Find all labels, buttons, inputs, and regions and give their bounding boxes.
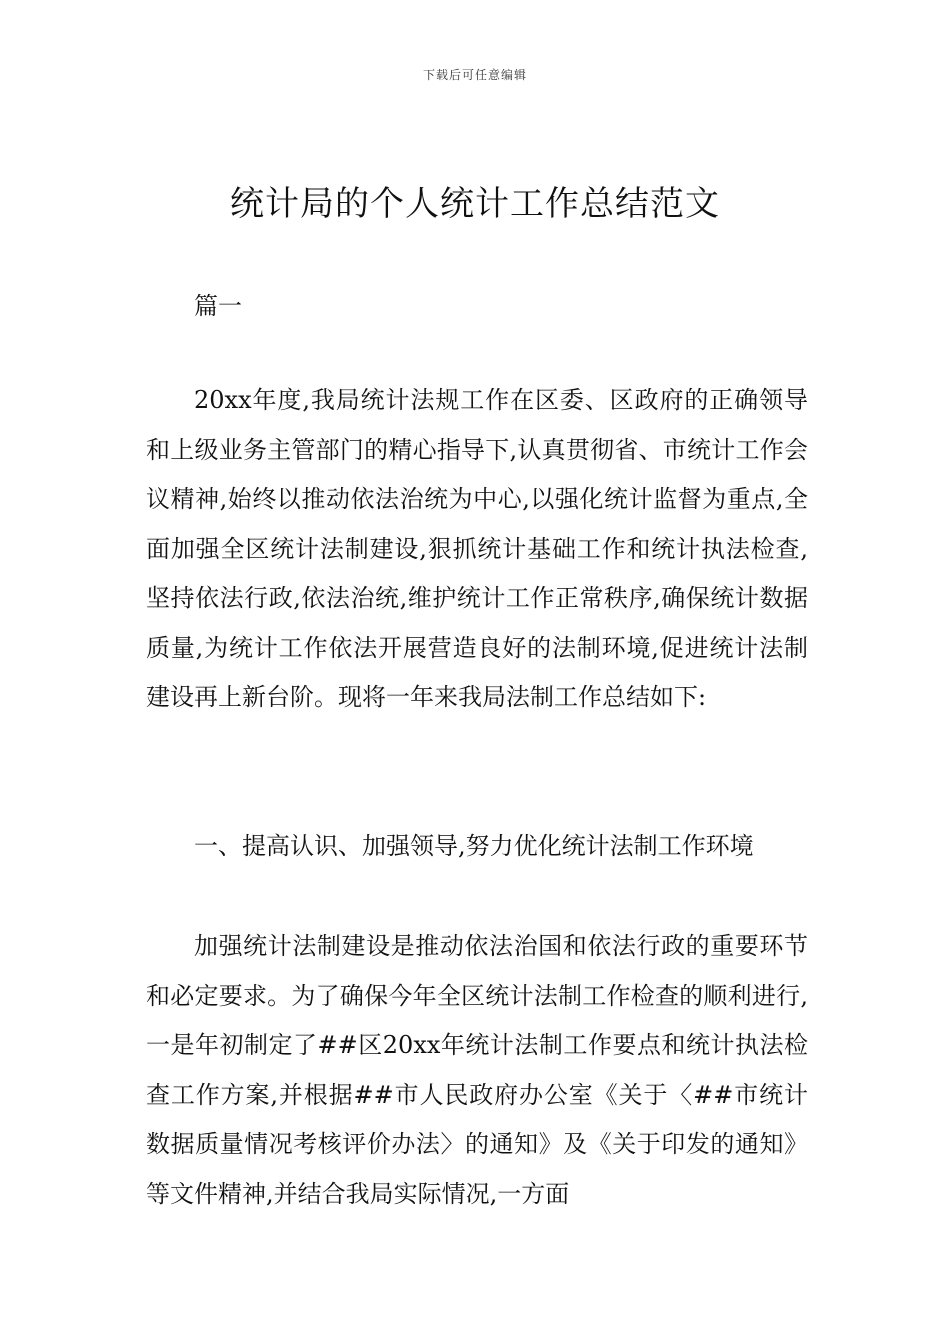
paragraph-1: 20xx年度,我局统计法规工作在区委、区政府的正确领导和上级业务主管部门的精心指导下,认真贯彻省、市统计工作会议精神,始终以推动依法治统为中心,以强化统计监督为重点,全面加强全区统计法制建设,狠抓统计基础工作和统计执法检查,坚持依法行政,依法治统,维护统计工作正常秩序,确保统计数据质量,为统计工作依法开展营造良好的法制环境,促进统计法制建设再上新台阶。现将一年来我局法制工作总结如下:: [146, 386, 808, 711]
header-note: 下载后可任意编辑: [422, 68, 527, 82]
paragraph-2: 加强统计法制建设是推动依法治国和依法行政的重要环节和必定要求。为了确保今年全区统计法制工作检查的顺利进行,一是年初制定了##区20xx年统计法制工作要点和统计执法检查工作方案,并根据##市人民政府办公室《关于〈##市统计数据质量情况考核评价办法〉的通知》及《关于印发的通知》等文件精神,并结合我局实际情况,一方面: [146, 932, 808, 1208]
document-title: 统计局的个人统计工作总结范文: [230, 184, 720, 224]
section-heading-1: 一、提高认识、加强领导,努力优化统计法制工作环境: [194, 832, 754, 860]
section-label: 篇一: [194, 292, 242, 320]
